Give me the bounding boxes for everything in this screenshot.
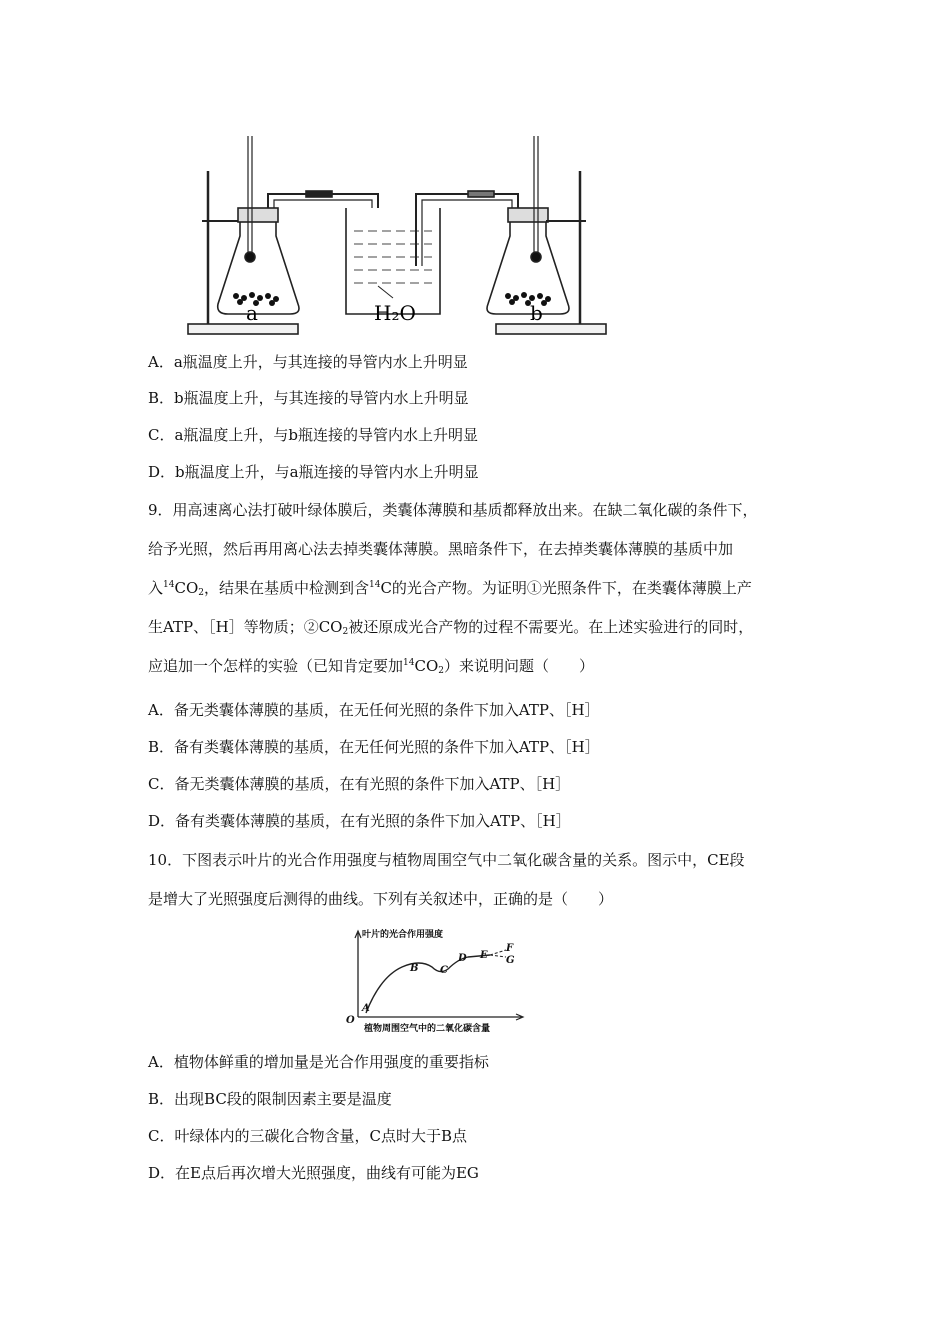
apparatus-figure — [178, 136, 608, 341]
point-g-label: G — [506, 955, 515, 966]
y-axis-label: 叶片的光合作用强度 — [362, 930, 444, 940]
point-c-label: C — [440, 965, 448, 976]
curve-a-e — [366, 955, 490, 1013]
q10-option-a: A．植物体鲜重的增加量是光合作用强度的重要指标 — [148, 1053, 489, 1071]
point-a-label: A — [362, 1003, 370, 1014]
flask-b-label: b — [530, 301, 543, 325]
flask-a-label: a — [246, 301, 258, 325]
point-f-label: F — [506, 943, 514, 954]
photosynthesis-curve-figure — [340, 925, 530, 1035]
q9-option-c: C．备无类囊体薄膜的基质，在有光照的条件下加入ATP、［H］ — [148, 775, 571, 793]
q8-option-a: A．a瓶温度上升，与其连接的导管内水上升明显 — [148, 353, 468, 371]
q10-line-2: 是增大了光照强度后测得的曲线。下列有关叙述中，正确的是（ ） — [148, 890, 614, 908]
q9-stem — [148, 500, 818, 695]
q9-line-3: 入$^{14}CO_2$，结果在基质中检测到含$^{14}$C的光合产物。为证明①光照条件下，在类囊体薄膜上产 — [148, 579, 752, 598]
point-e-label: E — [480, 950, 488, 961]
point-b-label: B — [410, 963, 419, 974]
beaker-label: H₂O — [374, 301, 416, 325]
x-axis-label: 植物周围空气中的二氧化碳含量 — [364, 1024, 491, 1034]
curve-e-g — [490, 955, 506, 957]
origin-label: O — [346, 1015, 355, 1026]
q9-line-4: 生ATP、［H］等物质；$②CO_2$被还原成光合产物的过程不需要光。在上述实验进行的同时， — [148, 618, 754, 637]
curve-e-f — [490, 950, 506, 955]
q9-option-a: A．备无类囊体薄膜的基质，在无任何光照的条件下加入ATP、［H］ — [148, 701, 600, 719]
q9-line-1: 9．用高速离心法打破叶绿体膜后，类囊体薄膜和基质都释放出来。在缺二氧化碳的条件下， — [148, 501, 758, 519]
q9-option-d: D．备有类囊体薄膜的基质，在有光照的条件下加入ATP、［H］ — [148, 812, 571, 830]
q8-option-b: B．b瓶温度上升，与其连接的导管内水上升明显 — [148, 389, 469, 407]
q9-option-b: B．备有类囊体薄膜的基质，在无任何光照的条件下加入ATP、［H］ — [148, 738, 600, 756]
q9-line-2: 给予光照，然后再用离心法去掉类囊体薄膜。黑暗条件下，在去掉类囊体薄膜的基质中加 — [148, 540, 734, 558]
q10-option-b: B．出现BC段的限制因素主要是温度 — [148, 1090, 392, 1108]
q10-line-1: 10．下图表示叶片的光合作用强度与植物周围空气中二氧化碳含量的关系。图示中，CE段 — [148, 851, 745, 869]
point-d-label: D — [458, 953, 467, 964]
q10-stem — [148, 850, 818, 928]
q10-option-d: D．在E点后再次增大光照强度，曲线有可能为EG — [148, 1164, 479, 1182]
q8-option-d: D．b瓶温度上升，与a瓶连接的导管内水上升明显 — [148, 463, 479, 481]
q8-option-c: C．a瓶温度上升，与b瓶连接的导管内水上升明显 — [148, 426, 479, 444]
q10-option-c: C．叶绿体内的三碳化合物含量，C点时大于B点 — [148, 1127, 467, 1145]
q9-line-5: 应追加一个怎样的实验（已知肯定要加$^{14}CO_2$）来说明问题（ ） — [148, 657, 594, 676]
